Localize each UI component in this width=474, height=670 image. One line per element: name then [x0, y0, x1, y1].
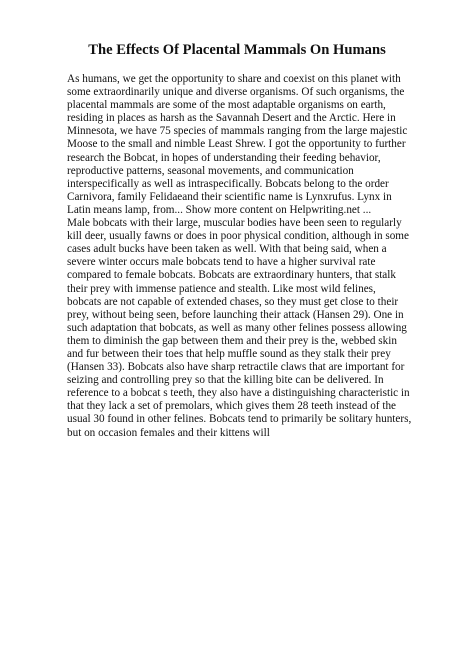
document-title: The Effects Of Placental Mammals On Humans [88, 42, 386, 58]
paragraph-hunting: Male bobcats with their large, muscular bodies have been seen to regularly kill deer, usually fawns or does in poor physical condition, although in some cases adult bucks have been taken as well. With that being said, when a severe winter occurs male bobcats tend to have a higher survival rate compared to female bobcats. Bobcats are extraordinary hunters, that stalk their prey with immense patience and stealth. Like most wild felines, bobcats are not capable of extended chases, so they must get close to their prey, without being seen, before launching their attack (Hansen 29). One in such adaptation that bobcats, as well as many other felines possess allowing them to diminish the gap between them and their prey is the, webbed skin and fur between their toes that help muffle sound as they stalk their prey (Hansen 33). Bobcats also have sharp retractile claws that are important for seizing and controlling prey so that the killing bite can be delivered. In reference to a bobcat s teeth, they also have a distinguishing characteristic in that they lack a set of premolars, which gives them 28 teeth instead of the usual 30 found in other felines. Bobcats tend to primarily be solitary hunters, but on occasion females and their kittens will [67, 217, 412, 439]
document-body [67, 73, 412, 440]
paragraph-intro: As humans, we get the opportunity to share and coexist on this planet with some extraordinarily unique and diverse organisms. Of such organisms, the placental mammals are some of the most adaptable organisms on earth, residing in places as harsh as the Savannah Desert and the Arctic. Here in Minnesota, we have 75 species of mammals ranging from the large majestic Moose to the small and nimble Least Shrew. I got the opportunity to further research the Bobcat, in hopes of understanding their feeding behavior, reproductive patterns, seasonal movements, and communication interspecifically as well as intraspecifically. Bobcats belong to the order Carnivora, family Felidaeand their scientific name is Lynxrufus. Lynx in Latin means lamp, from... Show more content on Helpwriting.net ... [67, 73, 408, 216]
